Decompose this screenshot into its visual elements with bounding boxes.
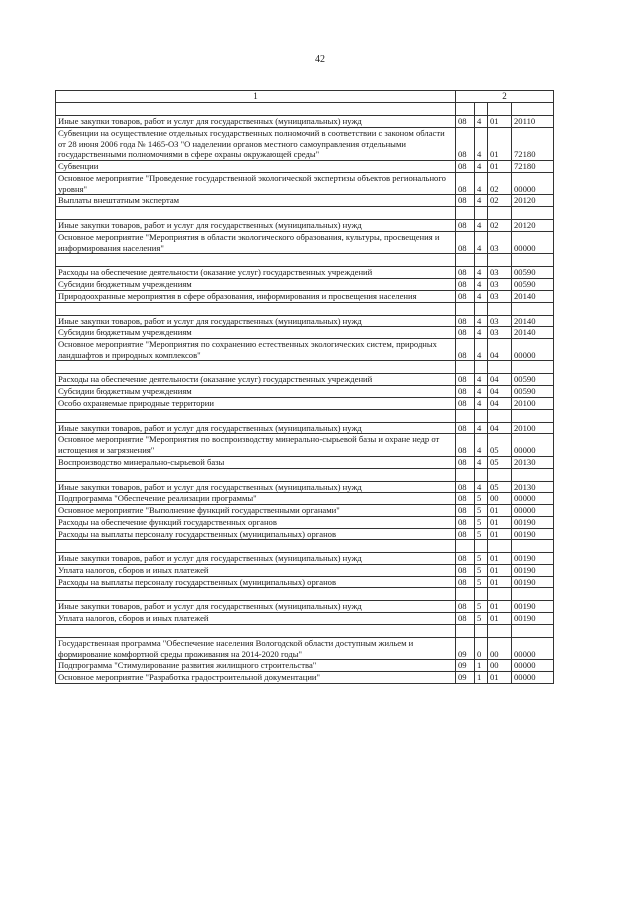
table-row xyxy=(56,493,554,505)
row-code-4: 00000 xyxy=(512,660,554,672)
row-code-4: 00000 xyxy=(512,231,554,253)
row-code-2: 4 xyxy=(475,422,488,434)
table-row xyxy=(56,397,554,409)
table-row xyxy=(56,565,554,577)
row-code-4: 20120 xyxy=(512,195,554,207)
row-code-4: 20110 xyxy=(512,116,554,128)
row-code-2: 4 xyxy=(475,374,488,386)
table-body xyxy=(56,103,554,684)
row-code-2: 4 xyxy=(475,327,488,339)
row-name-cell: Иные закупки товаров, работ и услуг для государственных (муниципальных) нужд xyxy=(56,315,456,327)
row-code-3: 01 xyxy=(488,116,512,128)
row-code-4: 00000 xyxy=(512,505,554,517)
row-code-1: 08 xyxy=(456,613,475,625)
row-name-cell: Иные закупки товаров, работ и услуг для государственных (муниципальных) нужд xyxy=(56,220,456,232)
table-row xyxy=(56,116,554,128)
spacer-cell xyxy=(475,588,488,601)
row-code-3: 01 xyxy=(488,601,512,613)
spacer-cell xyxy=(488,468,512,481)
row-code-1: 08 xyxy=(456,505,475,517)
row-code-3: 01 xyxy=(488,161,512,173)
row-name-cell: Расходы на обеспечение деятельности (оказание услуг) государственных учреждений xyxy=(56,267,456,279)
row-code-1: 08 xyxy=(456,601,475,613)
table-row xyxy=(56,279,554,291)
row-name-cell: Расходы на обеспечение функций государственных органов xyxy=(56,516,456,528)
row-code-4: 00590 xyxy=(512,267,554,279)
spacer-cell xyxy=(56,409,456,422)
row-code-1: 08 xyxy=(456,386,475,398)
spacer-cell xyxy=(488,588,512,601)
spacer-cell xyxy=(456,588,475,601)
row-code-3: 05 xyxy=(488,481,512,493)
row-code-3: 01 xyxy=(488,127,512,160)
row-name-cell: Воспроизводство минерально-сырьевой базы xyxy=(56,456,456,468)
row-code-2: 4 xyxy=(475,290,488,302)
row-code-1: 08 xyxy=(456,267,475,279)
row-code-1: 08 xyxy=(456,161,475,173)
row-code-2: 4 xyxy=(475,116,488,128)
row-name-cell: Расходы на выплаты персоналу государственных (муниципальных) органов xyxy=(56,576,456,588)
spacer-cell xyxy=(488,361,512,374)
row-code-2: 0 xyxy=(475,637,488,659)
spacer-cell xyxy=(512,468,554,481)
row-code-3: 03 xyxy=(488,327,512,339)
table-row xyxy=(56,576,554,588)
spacer-cell xyxy=(475,103,488,116)
row-name-cell: Основное мероприятие "Разработка градостроительной документации" xyxy=(56,672,456,684)
row-code-1: 08 xyxy=(456,290,475,302)
row-code-1: 08 xyxy=(456,422,475,434)
header-col-2: 2 xyxy=(456,91,554,103)
row-code-4: 20140 xyxy=(512,327,554,339)
row-code-2: 4 xyxy=(475,315,488,327)
table-row xyxy=(56,637,554,659)
row-code-4: 20130 xyxy=(512,456,554,468)
row-code-1: 08 xyxy=(456,493,475,505)
row-code-2: 4 xyxy=(475,161,488,173)
spacer-cell xyxy=(512,302,554,315)
spacer-row xyxy=(56,254,554,267)
row-code-1: 08 xyxy=(456,116,475,128)
row-code-1: 08 xyxy=(456,456,475,468)
row-name-cell: Иные закупки товаров, работ и услуг для государственных (муниципальных) нужд xyxy=(56,422,456,434)
row-code-3: 03 xyxy=(488,315,512,327)
table-row xyxy=(56,339,554,361)
row-code-4: 72180 xyxy=(512,127,554,160)
table-row xyxy=(56,601,554,613)
row-name-cell: Иные закупки товаров, работ и услуг для государственных (муниципальных) нужд xyxy=(56,116,456,128)
row-code-3: 04 xyxy=(488,422,512,434)
row-code-3: 02 xyxy=(488,195,512,207)
table-row xyxy=(56,505,554,517)
row-code-3: 04 xyxy=(488,339,512,361)
table-row xyxy=(56,161,554,173)
row-name-cell: Субсидии бюджетным учреждениям xyxy=(56,279,456,291)
spacer-row xyxy=(56,207,554,220)
table-row xyxy=(56,422,554,434)
row-code-4: 00190 xyxy=(512,565,554,577)
row-code-1: 08 xyxy=(456,220,475,232)
table-row xyxy=(56,172,554,194)
row-code-4: 00190 xyxy=(512,528,554,540)
row-code-4: 00000 xyxy=(512,172,554,194)
row-code-1: 08 xyxy=(456,576,475,588)
row-code-3: 01 xyxy=(488,672,512,684)
spacer-cell xyxy=(488,540,512,553)
spacer-cell xyxy=(456,207,475,220)
row-code-4: 20100 xyxy=(512,397,554,409)
spacer-cell xyxy=(512,409,554,422)
row-name-cell: Основное мероприятие "Выполнение функций государственными органами" xyxy=(56,505,456,517)
spacer-cell xyxy=(56,103,456,116)
row-code-2: 5 xyxy=(475,565,488,577)
row-code-2: 4 xyxy=(475,386,488,398)
row-code-2: 5 xyxy=(475,493,488,505)
row-code-3: 02 xyxy=(488,172,512,194)
spacer-cell xyxy=(475,624,488,637)
row-name-cell: Основное мероприятие "Проведение государственной экологической экспертизы объектов регионального уровня" xyxy=(56,172,456,194)
spacer-cell xyxy=(456,624,475,637)
row-code-1: 08 xyxy=(456,434,475,456)
row-code-3: 01 xyxy=(488,553,512,565)
row-code-4: 00190 xyxy=(512,576,554,588)
table-row xyxy=(56,553,554,565)
row-code-3: 01 xyxy=(488,613,512,625)
row-code-2: 4 xyxy=(475,279,488,291)
row-code-3: 02 xyxy=(488,220,512,232)
row-name-cell: Особо охраняемые природные территории xyxy=(56,397,456,409)
spacer-cell xyxy=(512,361,554,374)
row-code-2: 5 xyxy=(475,505,488,517)
spacer-cell xyxy=(475,361,488,374)
row-code-2: 5 xyxy=(475,576,488,588)
spacer-row xyxy=(56,468,554,481)
row-code-2: 5 xyxy=(475,601,488,613)
row-name-cell: Субсидии бюджетным учреждениям xyxy=(56,327,456,339)
table-row xyxy=(56,220,554,232)
spacer-cell xyxy=(56,207,456,220)
row-code-3: 03 xyxy=(488,267,512,279)
spacer-cell xyxy=(475,254,488,267)
row-code-3: 01 xyxy=(488,516,512,528)
row-name-cell: Выплаты внештатным экспертам xyxy=(56,195,456,207)
row-code-2: 5 xyxy=(475,528,488,540)
spacer-cell xyxy=(475,409,488,422)
spacer-cell xyxy=(456,254,475,267)
spacer-row xyxy=(56,103,554,116)
row-code-3: 01 xyxy=(488,576,512,588)
spacer-cell xyxy=(512,540,554,553)
table-row xyxy=(56,481,554,493)
row-code-4: 00590 xyxy=(512,374,554,386)
row-name-cell: Уплата налогов, сборов и иных платежей xyxy=(56,613,456,625)
row-code-3: 00 xyxy=(488,493,512,505)
table-row xyxy=(56,434,554,456)
table-row xyxy=(56,267,554,279)
row-code-2: 4 xyxy=(475,172,488,194)
spacer-row xyxy=(56,361,554,374)
table-row xyxy=(56,613,554,625)
row-code-1: 08 xyxy=(456,481,475,493)
spacer-cell xyxy=(456,409,475,422)
spacer-cell xyxy=(56,540,456,553)
spacer-cell xyxy=(512,103,554,116)
row-code-4: 00190 xyxy=(512,553,554,565)
row-name-cell: Основное мероприятие "Мероприятия по сохранению естественных экологических систем, природных ландшафтов и природных комплексов" xyxy=(56,339,456,361)
row-code-4: 00000 xyxy=(512,434,554,456)
row-code-4: 20140 xyxy=(512,290,554,302)
row-name-cell: Основное мероприятие "Мероприятия в области экологического образования, культуры, просвещения и информирования населения" xyxy=(56,231,456,253)
spacer-cell xyxy=(56,302,456,315)
row-code-2: 4 xyxy=(475,339,488,361)
row-code-3: 01 xyxy=(488,565,512,577)
row-code-3: 05 xyxy=(488,456,512,468)
row-code-3: 03 xyxy=(488,279,512,291)
spacer-cell xyxy=(456,103,475,116)
spacer-cell xyxy=(488,254,512,267)
row-code-3: 04 xyxy=(488,397,512,409)
row-code-4: 00190 xyxy=(512,613,554,625)
spacer-cell xyxy=(488,302,512,315)
row-code-4: 00000 xyxy=(512,672,554,684)
table-row xyxy=(56,374,554,386)
row-name-cell: Подпрограмма "Стимулирование развития жилищного строительства" xyxy=(56,660,456,672)
row-code-1: 08 xyxy=(456,374,475,386)
row-code-1: 08 xyxy=(456,516,475,528)
row-code-2: 4 xyxy=(475,397,488,409)
spacer-cell xyxy=(56,588,456,601)
table-header-row xyxy=(56,91,554,103)
row-name-cell: Субвенции на осуществление отдельных государственных полномочий в соответствии с законом области от 28 июня 2006 года № 1465-ОЗ "О наделении органов местного самоуправления отдельными государственными полномочиями в сфере охраны окружающей среды" xyxy=(56,127,456,160)
row-name-cell: Расходы на выплаты персоналу государственных (муниципальных) органов xyxy=(56,528,456,540)
row-name-cell: Основное мероприятие "Мероприятия по воспроизводству минерально-сырьевой базы и охране недр от истощения и загрязнения" xyxy=(56,434,456,456)
table-row xyxy=(56,231,554,253)
row-code-1: 08 xyxy=(456,339,475,361)
row-name-cell: Подпрограмма "Обеспечение реализации программы" xyxy=(56,493,456,505)
spacer-cell xyxy=(488,103,512,116)
table-row xyxy=(56,386,554,398)
row-code-1: 08 xyxy=(456,553,475,565)
budget-table xyxy=(55,90,554,684)
row-code-3: 01 xyxy=(488,528,512,540)
row-code-4: 00000 xyxy=(512,637,554,659)
row-code-1: 08 xyxy=(456,397,475,409)
row-name-cell: Субвенции xyxy=(56,161,456,173)
spacer-cell xyxy=(56,361,456,374)
spacer-cell xyxy=(56,624,456,637)
row-code-3: 01 xyxy=(488,505,512,517)
row-code-4: 00590 xyxy=(512,386,554,398)
header-col-1: 1 xyxy=(56,91,456,103)
row-code-2: 4 xyxy=(475,456,488,468)
row-code-2: 4 xyxy=(475,220,488,232)
row-code-4: 00590 xyxy=(512,279,554,291)
spacer-cell xyxy=(475,302,488,315)
row-code-2: 4 xyxy=(475,231,488,253)
row-code-1: 09 xyxy=(456,637,475,659)
spacer-cell xyxy=(475,540,488,553)
row-name-cell: Расходы на обеспечение деятельности (оказание услуг) государственных учреждений xyxy=(56,374,456,386)
row-name-cell: Иные закупки товаров, работ и услуг для государственных (муниципальных) нужд xyxy=(56,481,456,493)
row-code-1: 08 xyxy=(456,195,475,207)
table-row xyxy=(56,660,554,672)
row-code-4: 00190 xyxy=(512,516,554,528)
spacer-cell xyxy=(475,207,488,220)
row-code-2: 5 xyxy=(475,516,488,528)
row-code-3: 00 xyxy=(488,660,512,672)
row-code-4: 20140 xyxy=(512,315,554,327)
spacer-cell xyxy=(488,207,512,220)
row-code-1: 08 xyxy=(456,528,475,540)
row-code-2: 4 xyxy=(475,195,488,207)
row-code-1: 08 xyxy=(456,315,475,327)
row-code-1: 08 xyxy=(456,231,475,253)
row-code-1: 09 xyxy=(456,672,475,684)
row-code-1: 08 xyxy=(456,279,475,291)
row-code-3: 04 xyxy=(488,386,512,398)
spacer-cell xyxy=(56,468,456,481)
row-code-3: 05 xyxy=(488,434,512,456)
page-number: 42 xyxy=(315,54,325,65)
spacer-cell xyxy=(56,254,456,267)
spacer-row xyxy=(56,540,554,553)
table-row xyxy=(56,327,554,339)
spacer-row xyxy=(56,409,554,422)
row-code-3: 00 xyxy=(488,637,512,659)
table-row xyxy=(56,672,554,684)
row-code-2: 5 xyxy=(475,613,488,625)
table-row xyxy=(56,528,554,540)
row-code-1: 08 xyxy=(456,172,475,194)
spacer-row xyxy=(56,624,554,637)
spacer-cell xyxy=(456,361,475,374)
spacer-cell xyxy=(488,624,512,637)
row-code-1: 08 xyxy=(456,327,475,339)
row-code-3: 03 xyxy=(488,231,512,253)
spacer-row xyxy=(56,302,554,315)
spacer-cell xyxy=(488,409,512,422)
table-row xyxy=(56,456,554,468)
row-code-4: 00000 xyxy=(512,339,554,361)
table-row xyxy=(56,290,554,302)
row-code-1: 08 xyxy=(456,127,475,160)
row-code-3: 04 xyxy=(488,374,512,386)
spacer-cell xyxy=(456,302,475,315)
spacer-cell xyxy=(456,468,475,481)
row-name-cell: Государственная программа "Обеспечение населения Вологодской области доступным жильем и формирование комфортной среды проживания на 2014-2020 годы" xyxy=(56,637,456,659)
row-code-2: 4 xyxy=(475,434,488,456)
spacer-cell xyxy=(512,624,554,637)
row-code-2: 5 xyxy=(475,553,488,565)
spacer-cell xyxy=(512,207,554,220)
spacer-row xyxy=(56,588,554,601)
row-code-4: 00190 xyxy=(512,601,554,613)
row-code-2: 1 xyxy=(475,672,488,684)
row-code-1: 08 xyxy=(456,565,475,577)
spacer-cell xyxy=(475,468,488,481)
row-name-cell: Иные закупки товаров, работ и услуг для государственных (муниципальных) нужд xyxy=(56,601,456,613)
table-row xyxy=(56,127,554,160)
table-row xyxy=(56,195,554,207)
row-code-4: 00000 xyxy=(512,493,554,505)
row-code-2: 1 xyxy=(475,660,488,672)
row-code-1: 09 xyxy=(456,660,475,672)
spacer-cell xyxy=(456,540,475,553)
row-name-cell: Иные закупки товаров, работ и услуг для государственных (муниципальных) нужд xyxy=(56,553,456,565)
row-name-cell: Уплата налогов, сборов и иных платежей xyxy=(56,565,456,577)
row-name-cell: Субсидии бюджетным учреждениям xyxy=(56,386,456,398)
table-row xyxy=(56,315,554,327)
row-code-2: 4 xyxy=(475,267,488,279)
row-code-4: 72180 xyxy=(512,161,554,173)
row-code-2: 4 xyxy=(475,481,488,493)
spacer-cell xyxy=(512,588,554,601)
spacer-cell xyxy=(512,254,554,267)
row-code-4: 20130 xyxy=(512,481,554,493)
row-code-3: 03 xyxy=(488,290,512,302)
row-code-4: 20100 xyxy=(512,422,554,434)
row-code-4: 20120 xyxy=(512,220,554,232)
row-name-cell: Природоохранные мероприятия в сфере образования, информирования и просвещения населения xyxy=(56,290,456,302)
table-row xyxy=(56,516,554,528)
row-code-2: 4 xyxy=(475,127,488,160)
